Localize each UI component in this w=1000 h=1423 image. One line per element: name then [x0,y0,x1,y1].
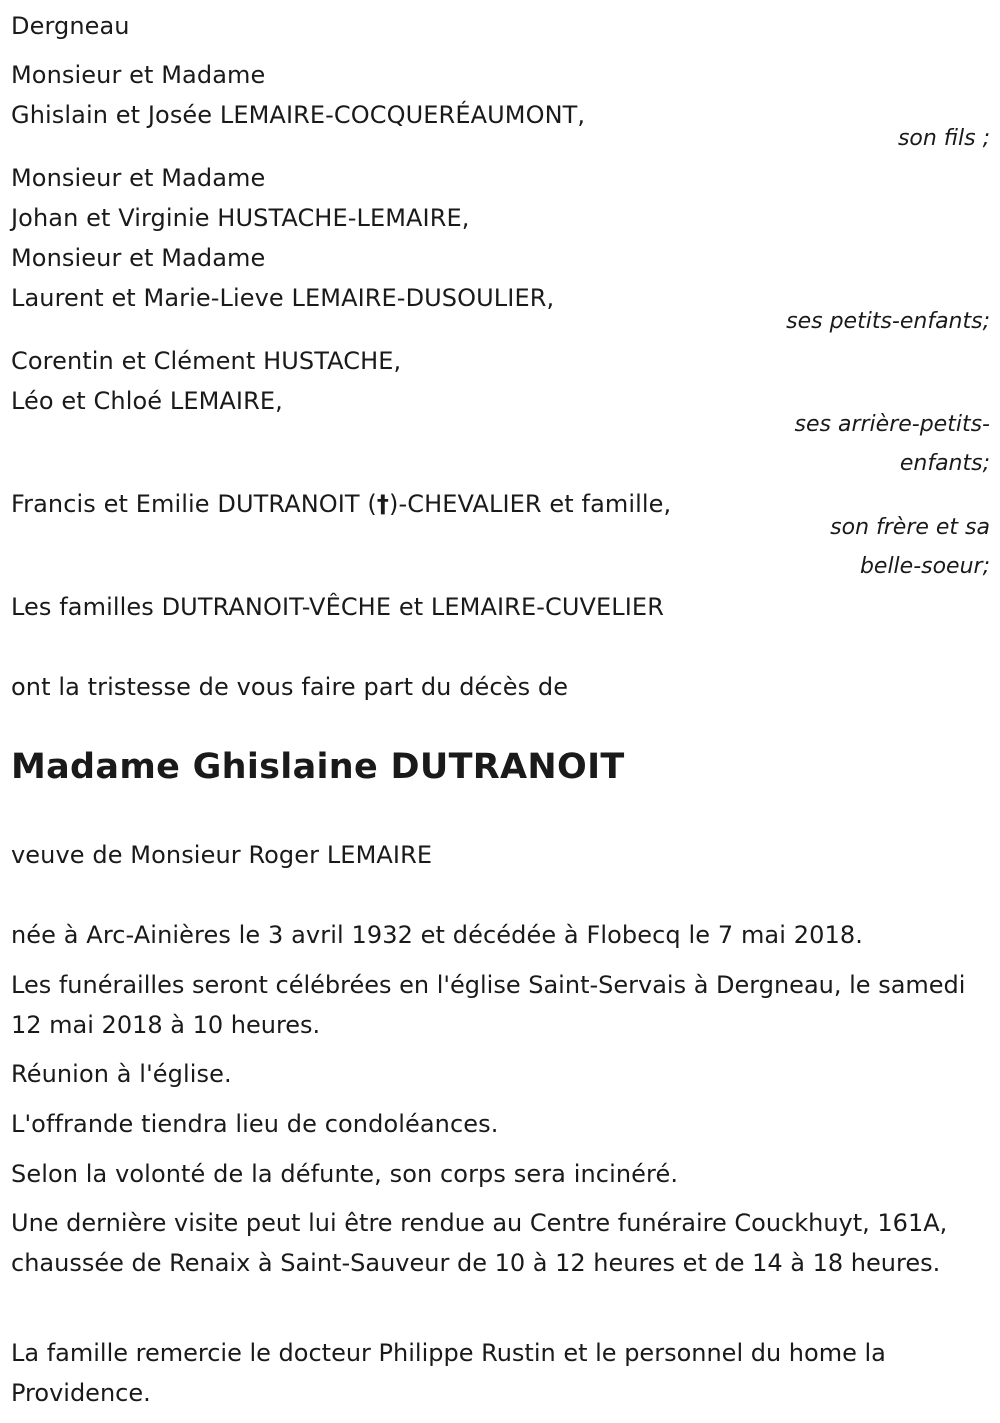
offering-note: L'offrande tiendra lieu de condoléances. [11,1110,499,1138]
great-grandchild2-names: Léo et Chloé LEMAIRE, [11,387,283,415]
families-line: Les familles DUTRANOIT-VÊCHE et LEMAIRE-CUVELIER [11,593,664,621]
announcement: ont la tristesse de vous faire part du décès de [11,673,569,701]
brother-names-after: )-CHEVALIER et famille, [389,490,672,518]
funeral-details: Les funérailles seront célébrées en l'église Saint-Servais à Dergneau, le samedi 12 mai 2018 à 10 heures. [11,971,966,1039]
brother-names [11,484,671,524]
heading-location: Dergneau [11,12,130,40]
great-grandchildren-role-line1: ses arrière-petits- [794,412,990,437]
grandchildren-role: ses petits-enfants; [786,309,990,334]
son-salutation: Monsieur et Madame [11,61,266,89]
son-names: Ghislain et Josée LEMAIRE-COCQUERÉAUMONT, [11,101,586,129]
grandchild1-salutation: Monsieur et Madame [11,164,266,192]
brother-role-line2: belle-soeur; [859,554,990,579]
son-role: son fils ; [897,126,990,151]
great-grandchildren-role-line2: enfants; [899,451,990,476]
grandchild2-salutation: Monsieur et Madame [11,244,266,272]
grandchild1-names: Johan et Virginie HUSTACHE-LEMAIRE, [11,204,470,232]
brother-names-before: Francis et Emilie DUTRANOIT ( [11,490,377,518]
great-grandchild1-names: Corentin et Clément HUSTACHE, [11,347,402,375]
cremation-note: Selon la volonté de la défunte, son corps sera incinéré. [11,1160,679,1188]
brother-role-line1: son frère et sa [830,515,990,540]
grandchild2-names: Laurent et Marie-Lieve LEMAIRE-DUSOULIER, [11,284,555,312]
deceased-name: Madame Ghislaine DUTRANOIT [11,747,625,787]
widow-of: veuve de Monsieur Roger LEMAIRE [11,841,433,869]
birth-death-dates: née à Arc-Ainières le 3 avril 1932 et décédée à Flobecq le 7 mai 2018. [11,921,863,949]
thanks-note: La famille remercie le docteur Philippe Rustin et le personnel du home la Providence. [11,1339,886,1407]
cross-icon: † [376,490,389,518]
meeting-place: Réunion à l'église. [11,1060,232,1088]
visit-details: Une dernière visite peut lui être rendue au Centre funéraire Couckhuyt, 161A, chaussée de Renaix à Saint-Sauveur de 10 à 12 heures et de 14 à 18 heures. [11,1209,948,1277]
